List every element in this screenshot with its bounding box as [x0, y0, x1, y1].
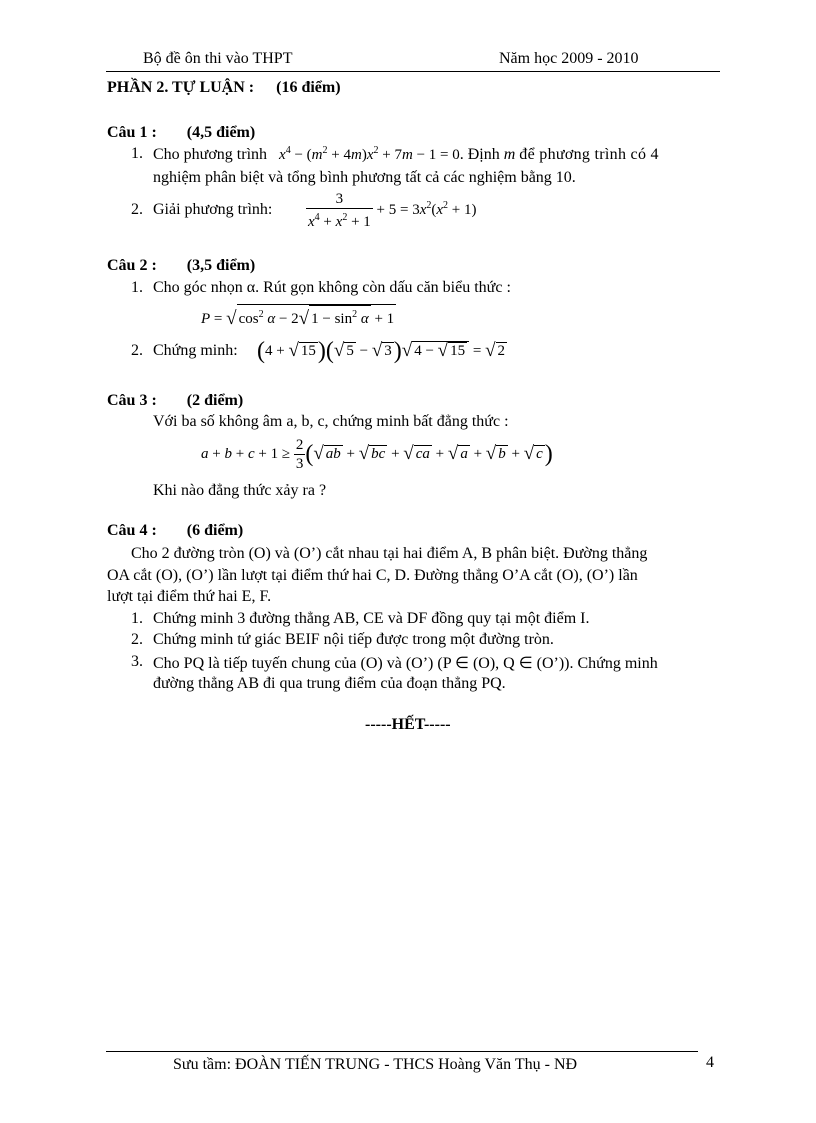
q2-item1-text: Cho góc nhọn α. Rút gọn không còn dấu căn biểu thức : [153, 279, 511, 296]
q3-heading [107, 392, 243, 410]
q1-equation: $x^4 - (m^2 + 4m)x^2 + 7m - 1 = 0$ [279, 145, 460, 163]
q3-line2: Khi nào đẳng thức xảy ra ? [153, 482, 327, 499]
q1-item2-equation: $\frac{3}{x^4 + x^2 + 1}$ + $5 = 3x^2(x^2 + 1)$ [308, 191, 477, 230]
header-left: Bộ đề ôn thi vào THPT [143, 50, 293, 67]
section-points: (16 điểm) [276, 79, 341, 96]
header-rule [106, 71, 720, 72]
q1-fraction: $\frac{3}{x^4 + x^2 + 1}$ [308, 191, 371, 230]
q1-item1-mid: . Định [459, 146, 500, 163]
q2-points: (3,5 điểm) [186, 257, 256, 274]
q4-paragraph-line1: Cho 2 đường tròn (O) và (O’) cắt nhau tại hai điểm A, B phân biệt. Đường thẳng [131, 545, 648, 562]
q4-heading [107, 522, 243, 540]
footer-rule [106, 1051, 698, 1052]
q4-item3-number: 3. [131, 653, 143, 670]
section-title [107, 79, 341, 97]
q1-points: (4,5 điểm) [186, 124, 256, 141]
q1-item1-line2: nghiệm phân biệt và tổng bình phương tất cả các nghiệm bằng 10. [153, 169, 576, 186]
section-title-text: PHẦN 2. TỰ LUẬN : [107, 79, 255, 96]
q4-item2-text: Chứng minh tứ giác BEIF nội tiếp được trong một đường tròn. [153, 631, 554, 648]
q4-paragraph-line3: lượt tại điểm thứ hai E, F. [107, 588, 272, 605]
q4-item3-line2: đường thẳng AB đi qua trung điểm của đoạn thẳng PQ. [153, 675, 506, 692]
q3-inequality: a + b + c + 1 ≥ $\frac{2}{3}$ (√ ab + √ bc + √ ca + √ a + √ b + √ c) [201, 437, 553, 472]
end-marker: -----HẾT----- [365, 716, 451, 733]
q2-heading [107, 257, 255, 275]
q1-item1-post: để phương trình có 4 [519, 146, 659, 163]
q3-label: Câu 3 : [107, 392, 157, 409]
page-number: 4 [706, 1054, 714, 1071]
q1-item2-number: 2. [131, 201, 143, 218]
q4-item1-number: 1. [131, 610, 143, 627]
q3-line1: Với ba số không âm a, b, c, chứng minh bất đẳng thức : [153, 413, 509, 430]
q4-paragraph-line2: OA cắt (O), (O’) lần lượt tại điểm thứ hai C, D. Đường thẳng O’A cắt (O), (O’) lần [107, 567, 638, 584]
q1-item1-number: 1. [131, 145, 143, 162]
q1-item2-text: Giải phương trình: [153, 201, 273, 218]
q2-label: Câu 2 : [107, 257, 157, 274]
header-right: Năm học 2009 - 2010 [499, 50, 639, 67]
q2-item1-number: 1. [131, 279, 143, 296]
q1-item1-var: m [503, 146, 516, 163]
q1-item1-pre: Cho phương trình [153, 146, 268, 163]
q2-item2-text: Chứng minh: [153, 342, 238, 359]
q2-expression-p: P = √ $\cos^2 \alpha - 2√$ $1 - \sin^2 \alpha + 1$ [201, 304, 396, 330]
q1-item1-line1 [153, 145, 659, 164]
q3-points: (2 điểm) [186, 392, 244, 409]
q1-label: Câu 1 : [107, 124, 157, 141]
q2-item2-number: 2. [131, 342, 143, 359]
q4-item1-text: Chứng minh 3 đường thẳng AB, CE và DF đồng quy tại một điểm I. [153, 610, 590, 627]
q4-item3-line1: Cho PQ là tiếp tuyến chung của (O) và (O’) (P ∈ (O), Q ∈ (O’)). Chứng minh [153, 655, 658, 672]
q4-label: Câu 4 : [107, 522, 157, 539]
q2-proof-equation: (4 + √ 15)(√ 5 − √ 3)√ 4 − √ 15 = √ 2 [257, 338, 505, 364]
q4-points: (6 điểm) [186, 522, 244, 539]
q4-item2-number: 2. [131, 631, 143, 648]
footer-text: Sưu tầm: ĐOÀN TIẾN TRUNG - THCS Hoàng Văn Thụ - NĐ [173, 1056, 578, 1073]
q1-heading [107, 124, 255, 142]
